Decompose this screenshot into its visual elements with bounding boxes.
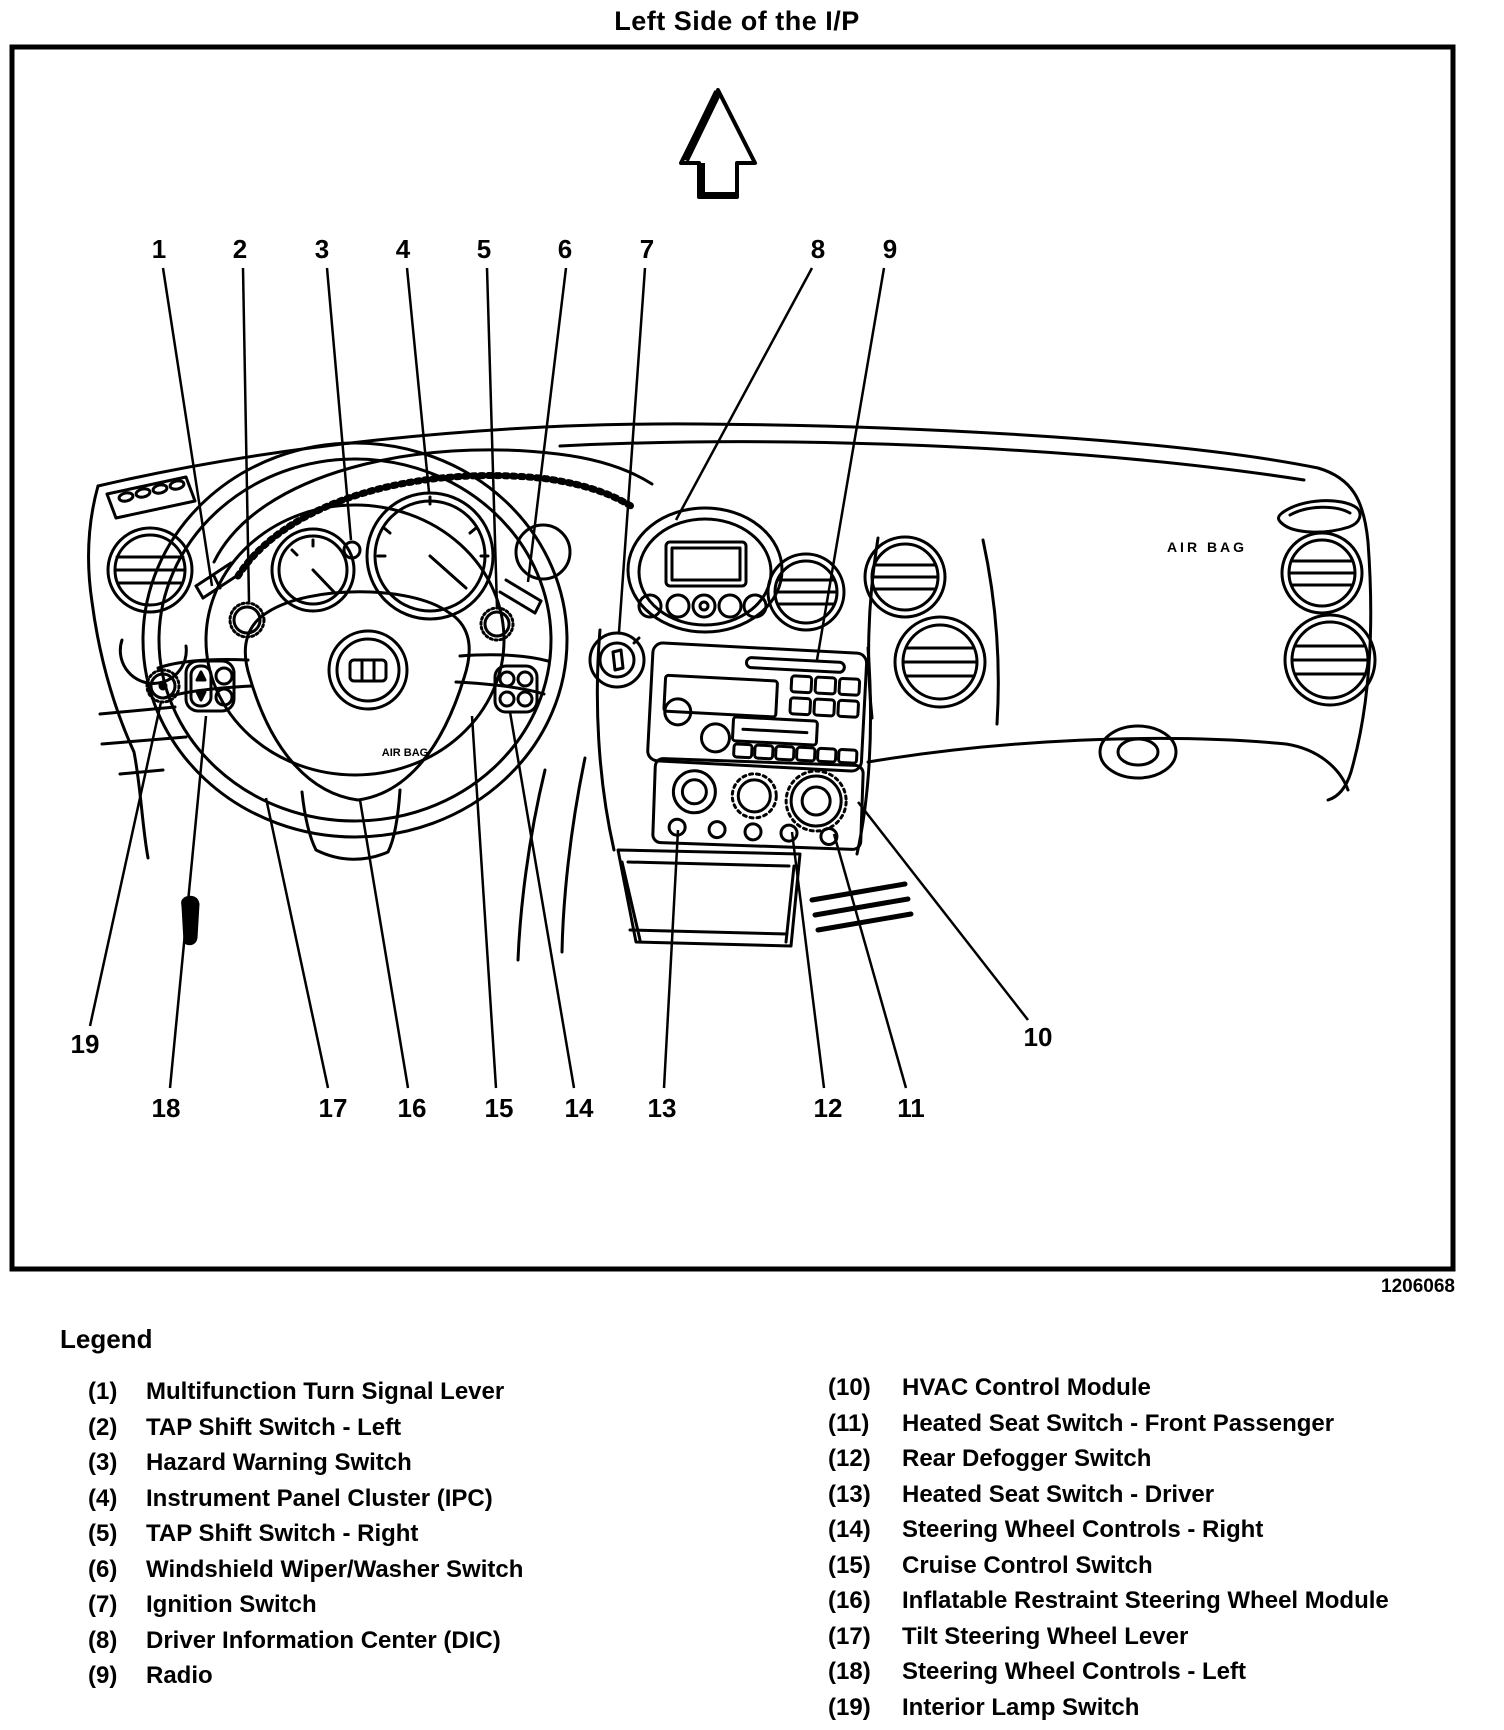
callout-leader-line (676, 268, 812, 520)
figure-number: 1206068 (1381, 1276, 1455, 1297)
callout-number: 18 (151, 1093, 181, 1123)
legend-item-number: (6) (88, 1555, 118, 1583)
legend-item-number: (9) (88, 1662, 118, 1689)
interior-lamp-switch (147, 670, 179, 702)
dash-bottom-edge (868, 738, 1348, 790)
legend-item-label: Inflatable Restraint Steering Wheel Module (902, 1587, 1389, 1614)
legend-column-left (88, 1374, 523, 1694)
tap-shift-switch-left (230, 603, 264, 637)
callout-leader-line (619, 268, 645, 632)
callout-number: 8 (810, 234, 826, 264)
callout-number: 9 (882, 234, 898, 264)
legend-item-number: (11) (828, 1409, 870, 1437)
legend-item-label: Radio (146, 1662, 213, 1689)
legend-item-number: (4) (88, 1484, 118, 1512)
legend-item-number: (7) (88, 1591, 118, 1618)
legend-column-right (828, 1370, 1389, 1725)
passenger-airbag-label: AIR BAG (1166, 539, 1248, 555)
legend-item (88, 1410, 523, 1446)
dashboard-art (89, 424, 1375, 960)
legend-item-label: Interior Lamp Switch (902, 1693, 1140, 1721)
legend-item-label: Instrument Panel Cluster (IPC) (146, 1484, 493, 1512)
callout-number: 4 (395, 234, 411, 264)
legend-item (828, 1619, 1389, 1655)
callout-leader-line (407, 268, 429, 492)
storage-bin (618, 850, 800, 946)
legend-item-label: Rear Defogger Switch (902, 1445, 1152, 1472)
right-defroster-slot (1278, 501, 1360, 532)
legend-item-label: TAP Shift Switch - Right (146, 1520, 419, 1547)
steering-wheel (143, 443, 567, 859)
steering-wheel-controls-left (186, 661, 234, 711)
legend-item-label: Ignition Switch (146, 1591, 317, 1618)
legend-item (88, 1552, 523, 1588)
callout-number: 2 (232, 234, 248, 264)
dash-top-seam (560, 442, 1304, 480)
legend-item-number: (5) (88, 1520, 118, 1547)
legend-item-label: Steering Wheel Controls - Right (902, 1516, 1264, 1543)
legend-item-label: Tilt Steering Wheel Lever (902, 1622, 1189, 1650)
right-side-vents (1282, 533, 1375, 705)
legend-item (828, 1406, 1389, 1442)
callout-number: 3 (314, 234, 330, 264)
callout-leader-line (170, 716, 206, 1088)
legend-item-number: (3) (88, 1449, 118, 1476)
callout-number: 5 (476, 234, 492, 264)
legend-item-number: (1) (88, 1378, 118, 1405)
legend-item-label: Cruise Control Switch (902, 1551, 1153, 1579)
callout-number: 15 (484, 1093, 514, 1123)
legend-item (828, 1690, 1389, 1726)
legend-item-label: Windshield Wiper/Washer Switch (146, 1555, 524, 1583)
callout-number: 12 (813, 1093, 843, 1123)
legend-item-label: Multifunction Turn Signal Lever (146, 1378, 505, 1405)
callout-leader-line (472, 716, 496, 1088)
legend-heading: Legend (60, 1324, 153, 1354)
legend-item (828, 1583, 1389, 1619)
legend-item (88, 1587, 523, 1623)
legend-item-number: (13) (828, 1480, 871, 1508)
middle-vents (865, 537, 985, 707)
callout-number: 16 (397, 1093, 427, 1123)
wheel-airbag-label: AIR BAG (381, 747, 429, 759)
callout-number: 14 (564, 1093, 594, 1123)
legend-item (828, 1441, 1389, 1477)
callout-number: 6 (557, 234, 573, 264)
legend-item (828, 1512, 1389, 1548)
dash-seam-vertical (983, 540, 998, 724)
legend-item-number: (2) (88, 1413, 118, 1441)
legend-item-label: Driver Information Center (DIC) (146, 1626, 501, 1654)
callout-number: 10 (1023, 1022, 1053, 1052)
legend-item (88, 1623, 523, 1659)
legend-item (828, 1654, 1389, 1690)
legend-item-number: (12) (828, 1445, 871, 1472)
driver-information-center (628, 508, 782, 632)
legend-item-number: (14) (828, 1516, 871, 1543)
legend-item-number: (19) (828, 1693, 871, 1721)
hvac-control-module (653, 758, 864, 849)
legend-item (828, 1477, 1389, 1513)
legend-item (88, 1445, 523, 1481)
left-side-vent (108, 528, 192, 683)
legend-item (828, 1548, 1389, 1584)
legend-item (88, 1516, 523, 1552)
callout-leader-line (858, 802, 1028, 1020)
up-arrow-icon (681, 90, 755, 197)
callout-leader-line (360, 800, 408, 1088)
callout-leader-line (834, 834, 906, 1088)
legend-item-label: Steering Wheel Controls - Left (902, 1658, 1247, 1685)
legend-item-number: (8) (88, 1626, 118, 1654)
page-title: Left Side of the I/P (614, 6, 860, 36)
legend-item-number: (10) (828, 1374, 871, 1401)
legend-item-number: (16) (828, 1587, 871, 1614)
callout-leader-line (792, 832, 824, 1088)
legend-item (88, 1658, 523, 1694)
callout-leader-line (664, 830, 678, 1088)
callout-number: 1 (151, 234, 167, 264)
callout-leader-line (163, 268, 212, 586)
callout-number: 13 (647, 1093, 677, 1123)
wiper-washer-switch (500, 580, 541, 613)
rear-defogger-switch (781, 825, 798, 842)
steering-column (302, 790, 400, 859)
legend-item-label: Heated Seat Switch - Front Passenger (902, 1409, 1335, 1437)
tap-shift-switch-right (481, 608, 513, 640)
glovebox-latch (1100, 726, 1176, 778)
legend-item-label: Heated Seat Switch - Driver (902, 1480, 1215, 1508)
legend-item-label: Hazard Warning Switch (146, 1449, 412, 1476)
callout-number: 17 (318, 1093, 348, 1123)
callout-leader-line (266, 798, 328, 1088)
legend-item-label: HVAC Control Module (902, 1374, 1151, 1401)
legend-item-number: (17) (828, 1622, 871, 1650)
legend-item (828, 1370, 1389, 1406)
legend-item-number: (15) (828, 1551, 871, 1579)
legend-item (88, 1374, 523, 1410)
legend-item-number: (18) (828, 1658, 871, 1685)
radio (647, 642, 867, 771)
airbag-module (245, 592, 469, 800)
left-defroster-vent (107, 477, 195, 518)
legend-item-label: TAP Shift Switch - Left (146, 1413, 402, 1441)
callout-number: 7 (639, 234, 655, 264)
callout-leader-line (90, 702, 161, 1026)
callout-number: 11 (897, 1093, 925, 1123)
legend-item (88, 1481, 523, 1517)
callout-number: 19 (70, 1029, 100, 1059)
